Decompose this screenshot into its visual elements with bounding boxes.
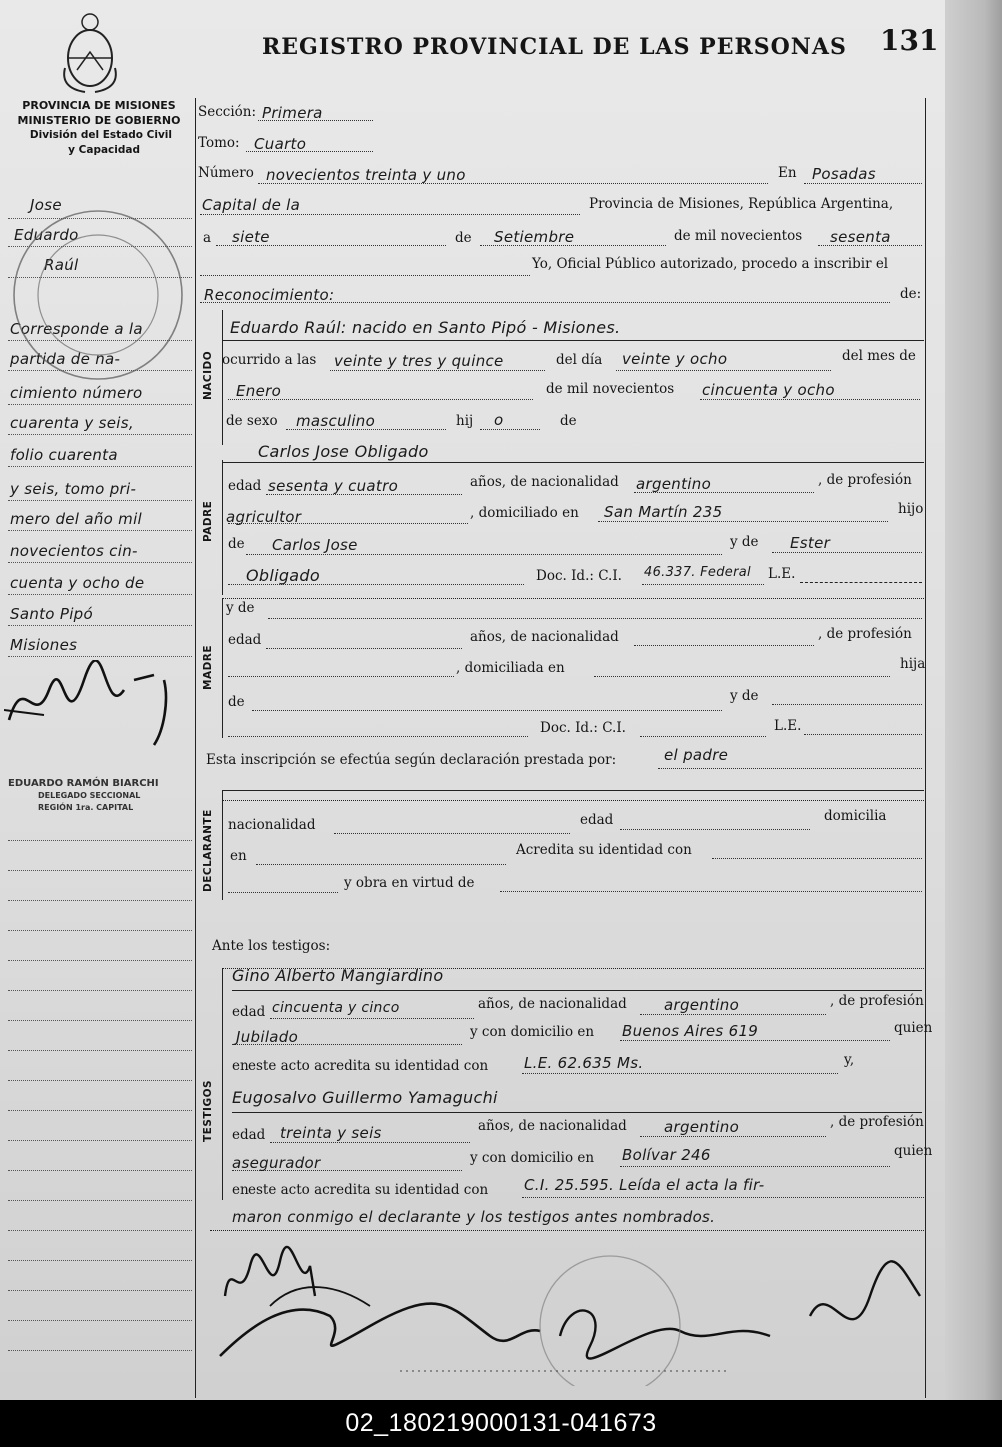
- de-label: de: [228, 536, 245, 552]
- testigo2-domicilio: Bolívar 246: [622, 1146, 711, 1164]
- field-line: [256, 864, 506, 865]
- hora-value: veinte y tres y quince: [334, 352, 504, 370]
- numero-value: novecientos treinta y uno: [266, 166, 466, 184]
- field-line: [200, 214, 580, 215]
- sexo-label: de sexo: [226, 413, 278, 429]
- mes-value: Setiembre: [494, 228, 575, 246]
- signatures-icon: [210, 1236, 940, 1386]
- margin-signature-icon: [4, 660, 184, 755]
- le-label: L.E.: [768, 566, 796, 582]
- acredita-label: este acto acredita su identidad con: [248, 1058, 489, 1074]
- margin-line: [8, 466, 192, 467]
- margin-line: [8, 900, 192, 901]
- field-line: [640, 1136, 826, 1137]
- nacionalidad-label: años, de nacionalidad: [478, 1118, 627, 1134]
- ocurrido-label: ocurrido a las: [222, 352, 317, 368]
- en-label: en: [230, 848, 247, 864]
- yo-text: Yo, Oficial Público autorizado, procedo a inscribir el: [532, 256, 889, 272]
- capacity-line: y Capacidad: [68, 144, 140, 156]
- field-line: [334, 833, 570, 834]
- margin-note-line: novecientos cin-: [10, 542, 138, 560]
- padre-nacionalidad: argentino: [636, 475, 712, 493]
- margin-stamp: [8, 778, 159, 814]
- yde-label: y de: [730, 534, 759, 550]
- margin-note-line: folio cuarenta: [10, 446, 118, 464]
- section-rule: [222, 598, 924, 599]
- field-line: [712, 858, 922, 859]
- field-line: [228, 676, 454, 677]
- domicilio-label: y con domicilio en: [470, 1150, 595, 1166]
- field-line: [270, 1018, 474, 1019]
- margin-line: [8, 1350, 192, 1351]
- dia-value: veinte y ocho: [622, 350, 728, 368]
- domicilio-label: y con domicilio en: [470, 1024, 595, 1040]
- testigo1-edad: cincuenta y cinco: [272, 1000, 400, 1016]
- margin-note-line: Misiones: [10, 636, 78, 654]
- section-rule: [222, 800, 924, 801]
- mes-value: Enero: [236, 382, 282, 400]
- coat-of-arms-icon: [55, 8, 125, 96]
- doc-value: 46.337. Federal: [644, 565, 751, 580]
- field-line: [522, 1197, 924, 1198]
- margin-line: [8, 434, 192, 435]
- le-label: L.E.: [774, 718, 802, 734]
- margin-line: [8, 990, 192, 991]
- margin-line: [8, 1260, 192, 1261]
- margin-line: [8, 960, 192, 961]
- field-line: [804, 183, 922, 184]
- mil-label: de mil novecientos: [546, 381, 675, 397]
- document-title: REGISTRO PROVINCIAL DE LAS PERSONAS: [262, 34, 847, 60]
- en-label: en: [232, 1058, 249, 1074]
- field-line: [620, 1040, 890, 1041]
- margin-line: [8, 656, 192, 657]
- padre-rule: [222, 460, 223, 595]
- margin-line: [8, 404, 192, 405]
- a-label: a: [203, 230, 212, 246]
- page-edge: [945, 0, 1002, 1400]
- domiciliada-label: , domiciliada en: [456, 660, 565, 676]
- field-line: [480, 429, 540, 430]
- madre-section-label: MADRE: [202, 644, 214, 690]
- field-line: [200, 275, 530, 276]
- section-rule: [222, 462, 924, 463]
- margin-note-line: y seis, tomo pri-: [10, 480, 137, 498]
- margin-line: [8, 625, 192, 626]
- field-line: [500, 891, 922, 892]
- margin-line: [8, 1200, 192, 1201]
- declaracion-value: el padre: [664, 746, 729, 764]
- right-margin-rule: [925, 98, 926, 1398]
- testigo2-edad: treinta y seis: [280, 1124, 382, 1142]
- profesion-label: , de profesión: [818, 626, 912, 642]
- testigo2-nacionalidad: argentino: [664, 1118, 740, 1136]
- de-label: de: [228, 694, 245, 710]
- edad-label: edad: [580, 812, 614, 828]
- nacionalidad-label: años, de nacionalidad: [478, 996, 627, 1012]
- field-line: [640, 736, 766, 737]
- closing-text: maron conmigo el declarante y los testigos antes nombrados.: [232, 1208, 716, 1226]
- margin-note-line: cuenta y ocho de: [10, 574, 145, 592]
- left-margin-rule: [195, 98, 196, 1398]
- hijo-label: hijo: [898, 501, 924, 517]
- padre-profesion: agricultor: [226, 508, 302, 526]
- testigo1-domicilio: Buenos Aires 619: [622, 1022, 759, 1040]
- capital-value: Capital de la: [202, 196, 301, 214]
- domicilio-label: , domiciliado en: [470, 505, 579, 521]
- provincia-text: Provincia de Misiones, República Argentina,: [589, 196, 894, 212]
- margin-note-line: cuarenta y seis,: [10, 414, 134, 432]
- margin-note-line: Jose: [30, 196, 62, 214]
- section-rule: [222, 790, 924, 791]
- anio-value: sesenta: [830, 228, 891, 246]
- field-line: [522, 1073, 838, 1074]
- footer-id: 02_180219000131-041673: [0, 1400, 1002, 1447]
- nacido-nombre: Eduardo Raúl: nacido en Santo Pipó - Misiones.: [230, 318, 621, 337]
- profesion-label: , de profesión: [818, 472, 912, 488]
- profesion-label: , de profesión: [830, 993, 924, 1009]
- edad-label: edad: [232, 1004, 266, 1020]
- en-label: En: [778, 165, 797, 181]
- testigo2-profesion: asegurador: [232, 1154, 321, 1172]
- field-line: [642, 584, 764, 585]
- field-line: [268, 618, 922, 619]
- abuelo-value: Carlos Jose: [272, 536, 358, 554]
- anio-value: cincuenta y ocho: [702, 381, 835, 399]
- sexo-value: masculino: [296, 412, 376, 430]
- margin-line: [8, 870, 192, 871]
- doc-label: Doc. Id.: C.I.: [540, 720, 626, 736]
- field-line: [804, 734, 922, 735]
- ministry-line: MINISTERIO DE GOBIERNO: [17, 114, 181, 127]
- field-line: [700, 399, 920, 400]
- quien-label: quien: [894, 1143, 933, 1159]
- declarante-rule: [222, 790, 223, 900]
- nacido-section-label: NACIDO: [202, 350, 214, 400]
- field-line: [246, 554, 722, 555]
- acredita-label: Acredita su identidad con: [516, 842, 692, 858]
- ante-testigos-label: Ante los testigos:: [212, 938, 331, 954]
- virtud-label: y obra en virtud de: [344, 875, 475, 891]
- field-line: [228, 892, 338, 893]
- tipo-value: Reconocimiento:: [204, 286, 335, 304]
- edad-label: edad: [232, 1127, 266, 1143]
- numero-label: Número: [198, 165, 254, 181]
- de2-label: de:: [900, 286, 922, 302]
- section-rule: [222, 340, 924, 341]
- field-line: [266, 648, 462, 649]
- field-line: [772, 704, 922, 705]
- field-line: [252, 710, 722, 711]
- madre-yde-label: y de: [226, 600, 255, 616]
- testigos-rule: [222, 968, 223, 1200]
- testigo2-id: C.I. 25.595. Leída el acta la fir-: [524, 1176, 765, 1194]
- en-value: Posadas: [812, 165, 876, 183]
- field-line: [616, 370, 831, 371]
- margin-note-line: cimiento número: [10, 384, 143, 402]
- edad-label: edad: [228, 632, 262, 648]
- hij-label: hij: [456, 413, 474, 429]
- margin-note-line: Eduardo: [14, 226, 79, 244]
- declarante-section-label: DECLARANTE: [202, 809, 214, 892]
- tomo-label: Tomo:: [198, 135, 240, 151]
- nacionalidad-label: nacionalidad: [228, 817, 316, 833]
- field-line: [228, 736, 528, 737]
- a-value: siete: [232, 228, 270, 246]
- nacionalidad-label: años, de nacionalidad: [470, 629, 619, 645]
- margin-line: [8, 1230, 192, 1231]
- dia-label: del día: [556, 352, 603, 368]
- field-line: [800, 582, 922, 583]
- margin-line: [8, 500, 192, 501]
- padre-nombre: Carlos Jose Obligado: [258, 442, 429, 461]
- abuela-value: Ester: [790, 534, 831, 552]
- margin-note-line: Raúl: [44, 256, 79, 274]
- left-header: [6, 98, 192, 158]
- division-line: División del Estado Civil: [29, 129, 172, 141]
- stamp-line: DELEGADO SECCIONAL: [38, 791, 141, 800]
- official-seal-icon: [8, 205, 188, 385]
- stamp-line: REGIÓN 1ra. CAPITAL: [38, 803, 134, 812]
- margin-note-line: Corresponde a la: [10, 320, 143, 338]
- margin-line: [8, 1290, 192, 1291]
- tomo-value: Cuarto: [254, 135, 307, 153]
- mil-label: de mil novecientos: [674, 228, 803, 244]
- edad-label: edad: [228, 478, 262, 494]
- domicilia-label: domicilia: [824, 808, 887, 824]
- testigos-section-label: TESTIGOS: [202, 1079, 214, 1142]
- name-rule: [232, 1112, 922, 1113]
- field-line: [620, 829, 810, 830]
- madre-rule: [222, 598, 223, 738]
- de-label: de: [455, 230, 472, 246]
- nacionalidad-label: años, de nacionalidad: [470, 474, 619, 490]
- en-label: en: [232, 1182, 249, 1198]
- margin-note-line: Santo Pipó: [10, 605, 93, 623]
- margin-note-line: partida de na-: [10, 350, 121, 368]
- margin-line: [8, 1140, 192, 1141]
- yde-label: y de: [730, 688, 759, 704]
- field-line: [640, 1014, 826, 1015]
- margin-line: [8, 1320, 192, 1321]
- field-line: [270, 1142, 470, 1143]
- seccion-label: Sección:: [198, 104, 257, 120]
- closing-rule: [210, 1230, 924, 1231]
- profesion-label: , de profesión: [830, 1114, 924, 1130]
- margin-note-line: mero del año mil: [10, 510, 143, 528]
- testigo1-nacionalidad: argentino: [664, 996, 740, 1014]
- y-label: y,: [844, 1052, 855, 1068]
- field-line: [594, 676, 890, 677]
- testigo2-nombre: Eugosalvo Guillermo Yamaguchi: [232, 1088, 498, 1107]
- field-line: [634, 645, 814, 646]
- margin-line: [8, 562, 192, 563]
- testigo1-nombre: Gino Alberto Mangiardino: [232, 966, 444, 985]
- nacido-rule: [222, 310, 223, 445]
- field-line: [598, 521, 888, 522]
- acredita-label: este acto acredita su identidad con: [248, 1182, 489, 1198]
- de-label: de: [560, 413, 577, 429]
- testigo1-id: L.E. 62.635 Ms.: [524, 1054, 644, 1072]
- margin-line: [8, 594, 192, 595]
- name-rule: [232, 990, 922, 991]
- margin-line: [8, 1020, 192, 1021]
- declaracion-text: Esta inscripción se efectúa según declaración prestada por:: [206, 752, 617, 768]
- testigo1-profesion: Jubilado: [236, 1028, 299, 1046]
- margin-line: [8, 530, 192, 531]
- padre-section-label: PADRE: [202, 500, 214, 542]
- hija-label: hija: [900, 656, 926, 672]
- margin-line: [8, 840, 192, 841]
- hij-value: o: [494, 411, 504, 429]
- field-line: [620, 1166, 890, 1167]
- stamp-line: EDUARDO RAMÓN BIARCHI: [8, 778, 159, 789]
- doc-label: Doc. Id.: C.I.: [536, 568, 622, 584]
- margin-line: [8, 1170, 192, 1171]
- margin-line: [8, 1050, 192, 1051]
- padre-edad: sesenta y cuatro: [268, 477, 399, 495]
- province-line: PROVINCIA DE MISIONES: [22, 99, 176, 112]
- margin-line: [8, 1080, 192, 1081]
- margin-line: [8, 930, 192, 931]
- field-line: [330, 370, 545, 371]
- apellido-value: Obligado: [246, 566, 320, 585]
- margin-line: [8, 1110, 192, 1111]
- mes-label: del mes de: [842, 348, 916, 364]
- padre-domicilio: San Martín 235: [604, 503, 723, 521]
- seccion-value: Primera: [262, 104, 323, 122]
- field-line: [772, 552, 922, 553]
- quien-label: quien: [894, 1020, 933, 1036]
- field-line: [658, 768, 922, 769]
- page-number: 131: [880, 24, 939, 57]
